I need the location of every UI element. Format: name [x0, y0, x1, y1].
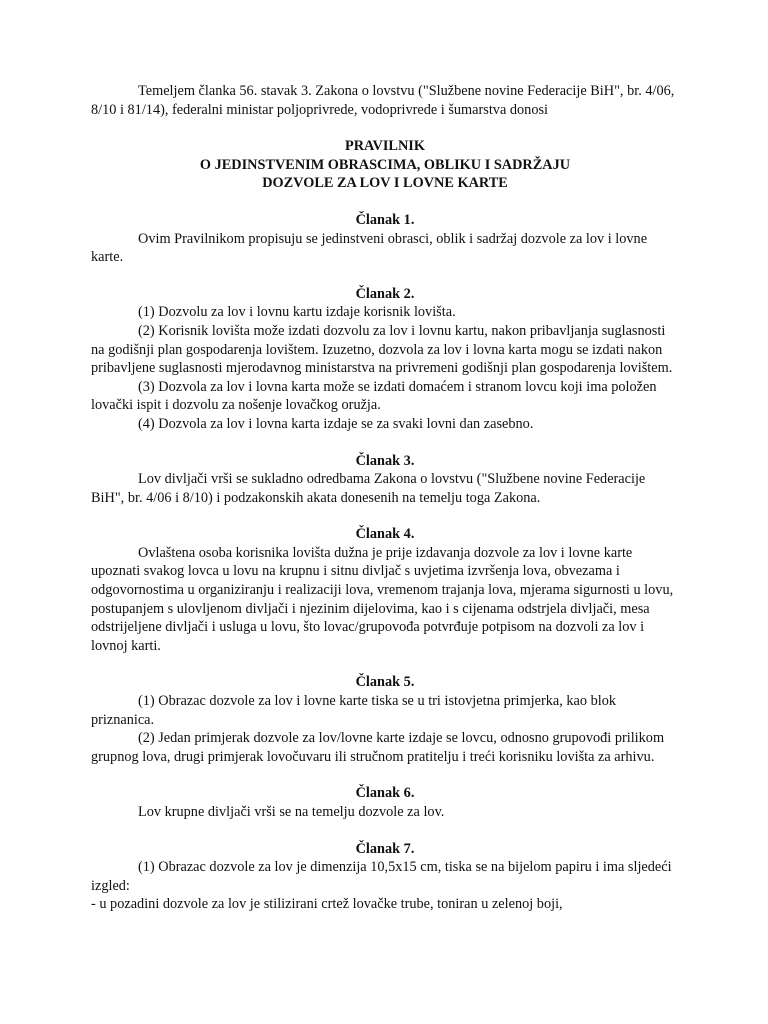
- article-6: [91, 784, 679, 821]
- article-5: [91, 673, 679, 766]
- article-4: [91, 525, 679, 655]
- article-paragraph: Lov divljači vrši se sukladno odredbama Zakona o lovstvu ("Službene novine Federacije BiH", br. 4/06 i 8/10) i podzakonskih akata donesenih na temelju toga Zakona.: [91, 471, 646, 506]
- article-heading: Članak 7.: [355, 840, 415, 857]
- article-heading: Članak 5.: [355, 674, 415, 691]
- title-line-3: DOZVOLE ZA LOV I LOVNE KARTE: [262, 175, 508, 192]
- title-line-2: O JEDINSTVENIM OBRASCIMA, OBLIKU I SADRŽAJU: [199, 156, 571, 173]
- article-paragraph: - u pozadini dozvole za lov je stilizirani crtež lovačke trube, toniran u zelenoj boji,: [91, 896, 563, 913]
- article-heading: Članak 3.: [355, 452, 415, 469]
- document-page: [91, 82, 679, 914]
- article-paragraph: (3) Dozvola za lov i lovna karta može se izdati domaćem i stranom lovcu koji ima položen lovački ispit i dozvolu za nošenje lovačkog oružja.: [91, 378, 657, 414]
- article-paragraph: (2) Korisnik lovišta može izdati dozvolu za lov i lovnu kartu, nakon pribavljanja suglasnosti na godišnji plan gospodarenja lovištem. Izuzetno, dozvola za lov i lovna karta mogu se izdati nakon pribavljene suglasnosti mjerodavnog ministarstva na privremeni godišnji plan gospodarenja lovištem.: [91, 322, 673, 377]
- article-heading: Članak 1.: [355, 211, 415, 228]
- article-heading: Članak 6.: [355, 785, 415, 802]
- document-title: [91, 137, 679, 193]
- article-paragraph: (1) Obrazac dozvole za lov i lovne karte tiska se u tri istovjetna primjerka, kao blok priznanica.: [91, 693, 616, 728]
- article-paragraph: Ovim Pravilnikom propisuju se jedinstveni obrasci, oblik i sadržaj dozvole za lov i lovne karte.: [91, 230, 648, 266]
- title-line-1: PRAVILNIK: [345, 138, 425, 155]
- article-2: [91, 285, 679, 434]
- article-paragraph: (1) Dozvolu za lov i lovnu kartu izdaje korisnik lovišta.: [138, 304, 456, 321]
- article-paragraph: (4) Dozvola za lov i lovna karta izdaje se za svaki lovni dan zasebno.: [138, 415, 534, 432]
- preamble: Temeljem članka 56. stavak 3. Zakona o lovstvu ("Službene novine Federacije BiH", br. 4/06, 8/10 i 81/14), federalni ministar poljoprivrede, vodoprivrede i šumarstva donosi: [91, 83, 675, 118]
- article-1: [91, 211, 679, 267]
- article-paragraph: Lov krupne divljači vrši se na temelju dozvole za lov.: [138, 804, 445, 820]
- article-3: [91, 452, 679, 508]
- article-7: [91, 840, 679, 914]
- article-heading: Članak 2.: [355, 285, 415, 302]
- article-paragraph: (1) Obrazac dozvole za lov je dimenzija 10,5x15 cm, tiska se na bijelom papiru i ima sljedeći izgled:: [91, 859, 672, 894]
- article-heading: Članak 4.: [355, 526, 415, 543]
- article-paragraph: Ovlaštena osoba korisnika lovišta dužna je prije izdavanja dozvole za lov i lovne karte upoznati svakog lovca u lovu na krupnu i sitnu divljač s uvjetima izvršenja lova, obvezama i odgovornostima u organiziranju i realizaciji lova, vremenom trajanja lova, mjerama sigurnosti u lovu, postupanjem s ulovljenom divljači i njezinim dijelovima, kao i s cijenama odstrjela divljači, mesa odstrijeljene divljači i usluga u lovu, što lovac/grupovođa potvrđuje potpisom na dozvoli za lov i lovnoj karti.: [91, 544, 674, 654]
- article-paragraph: (2) Jedan primjerak dozvole za lov/lovne karte izdaje se lovcu, odnosno grupovođi prilikom grupnog lova, drugi primjerak lovočuvaru ili stručnom pratitelju i treći korisniku lovišta za arhivu.: [91, 730, 665, 765]
